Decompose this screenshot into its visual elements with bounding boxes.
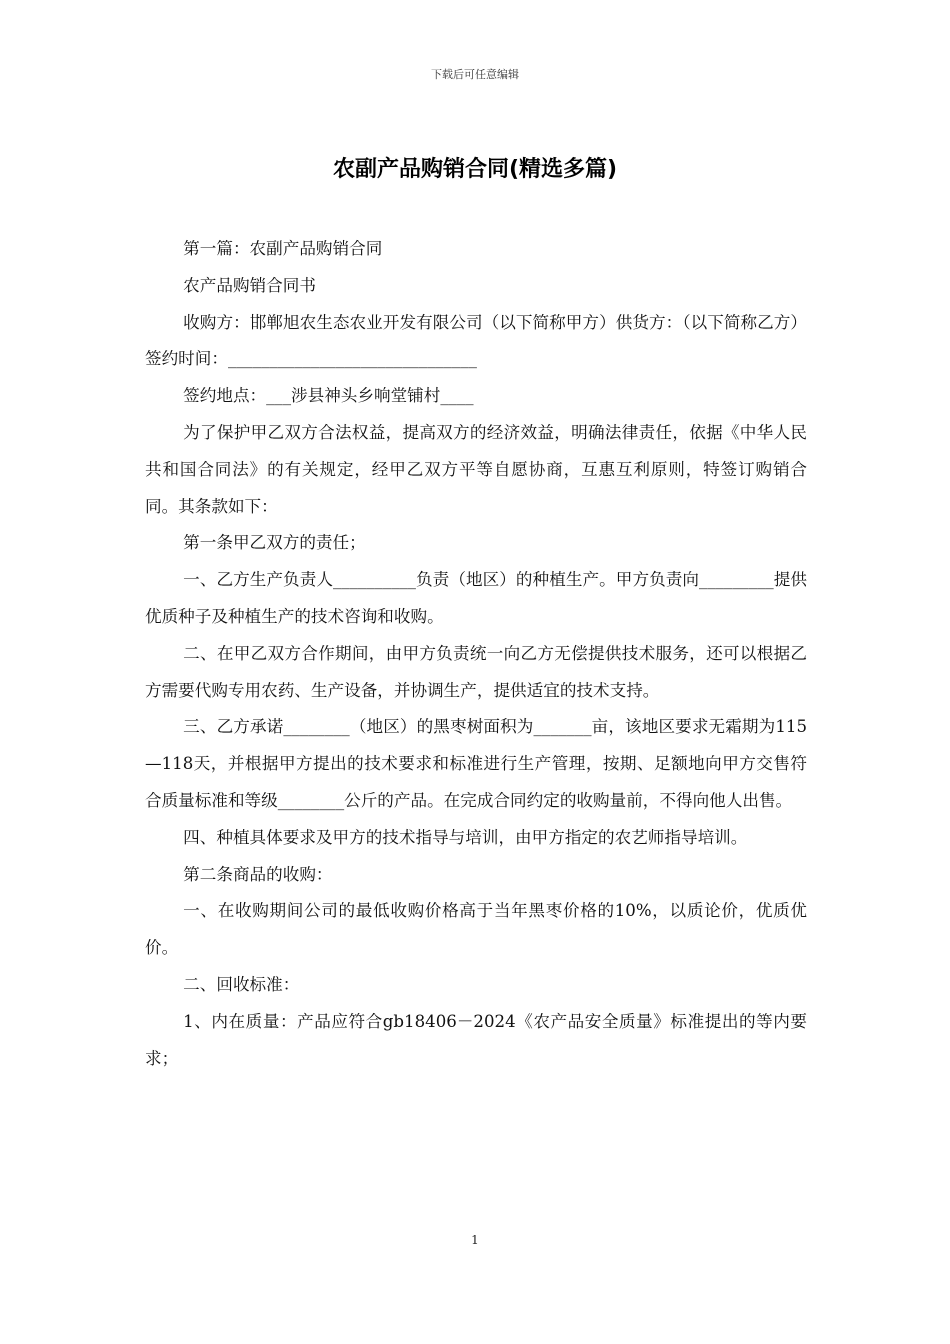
article-1-clause-4: 四、种植具体要求及甲方的技术指导与培训，由甲方指定的农艺师指导培训。 <box>183 827 748 847</box>
contract-name: 农产品购销合同书 <box>183 275 316 295</box>
document-title: 农副产品购销合同(精选多篇) <box>332 157 618 182</box>
parties-paragraph: 收购方：邯郸旭农生态农业开发有限公司（以下简称甲方）供货方：（以下简称乙方）签约时间：______________________________ <box>145 312 807 369</box>
article-1-heading: 第一条甲乙双方的责任； <box>183 533 366 553</box>
page-number: 1 <box>471 1233 479 1247</box>
location-paragraph: 签约地点：___涉县神头乡响堂铺村____ <box>183 386 474 406</box>
article-1-clause-1: 一、乙方生产负责人__________负责（地区）的种植生产。甲方负责向_________提供优质种子及种植生产的技术咨询和收购。 <box>145 570 807 626</box>
article-2-clause-2: 二、回收标准： <box>183 974 300 994</box>
article-1-clause-3: 三、乙方承诺________（地区）的黑枣树面积为_______亩，该地区要求无霜期为115—118天，并根据甲方提出的技术要求和标准进行生产管理，按期、足额地向甲方交售符合质量标准和等级________公斤的产品。在完成合同约定的收购量前，不得向他人出售。 <box>145 717 807 810</box>
preamble-paragraph: 为了保护甲乙双方合法权益，提高双方的经济效益，明确法律责任，依据《中华人民共和国合同法》的有关规定，经甲乙双方平等自愿协商，互惠互利原则，特签订购销合同。其条款如下： <box>145 422 807 516</box>
document-body <box>145 231 807 1077</box>
article-2-heading: 第二条商品的收购： <box>183 864 333 884</box>
quality-standard-item: 1、内在质量：产品应符合gb18406－2024《农产品安全质量》标准提出的等内要求； <box>145 1011 807 1068</box>
section-heading: 第一篇：农副产品购销合同 <box>183 239 383 258</box>
header-note: 下载后可任意编辑 <box>431 68 519 81</box>
article-2-clause-1: 一、在收购期间公司的最低收购价格高于当年黑枣价格的10%，以质论价，优质优价。 <box>145 901 807 958</box>
article-1-clause-2: 二、在甲乙双方合作期间，由甲方负责统一向乙方无偿提供技术服务，还可以根据乙方需要代购专用农药、生产设备，并协调生产，提供适宜的技术支持。 <box>145 643 807 700</box>
